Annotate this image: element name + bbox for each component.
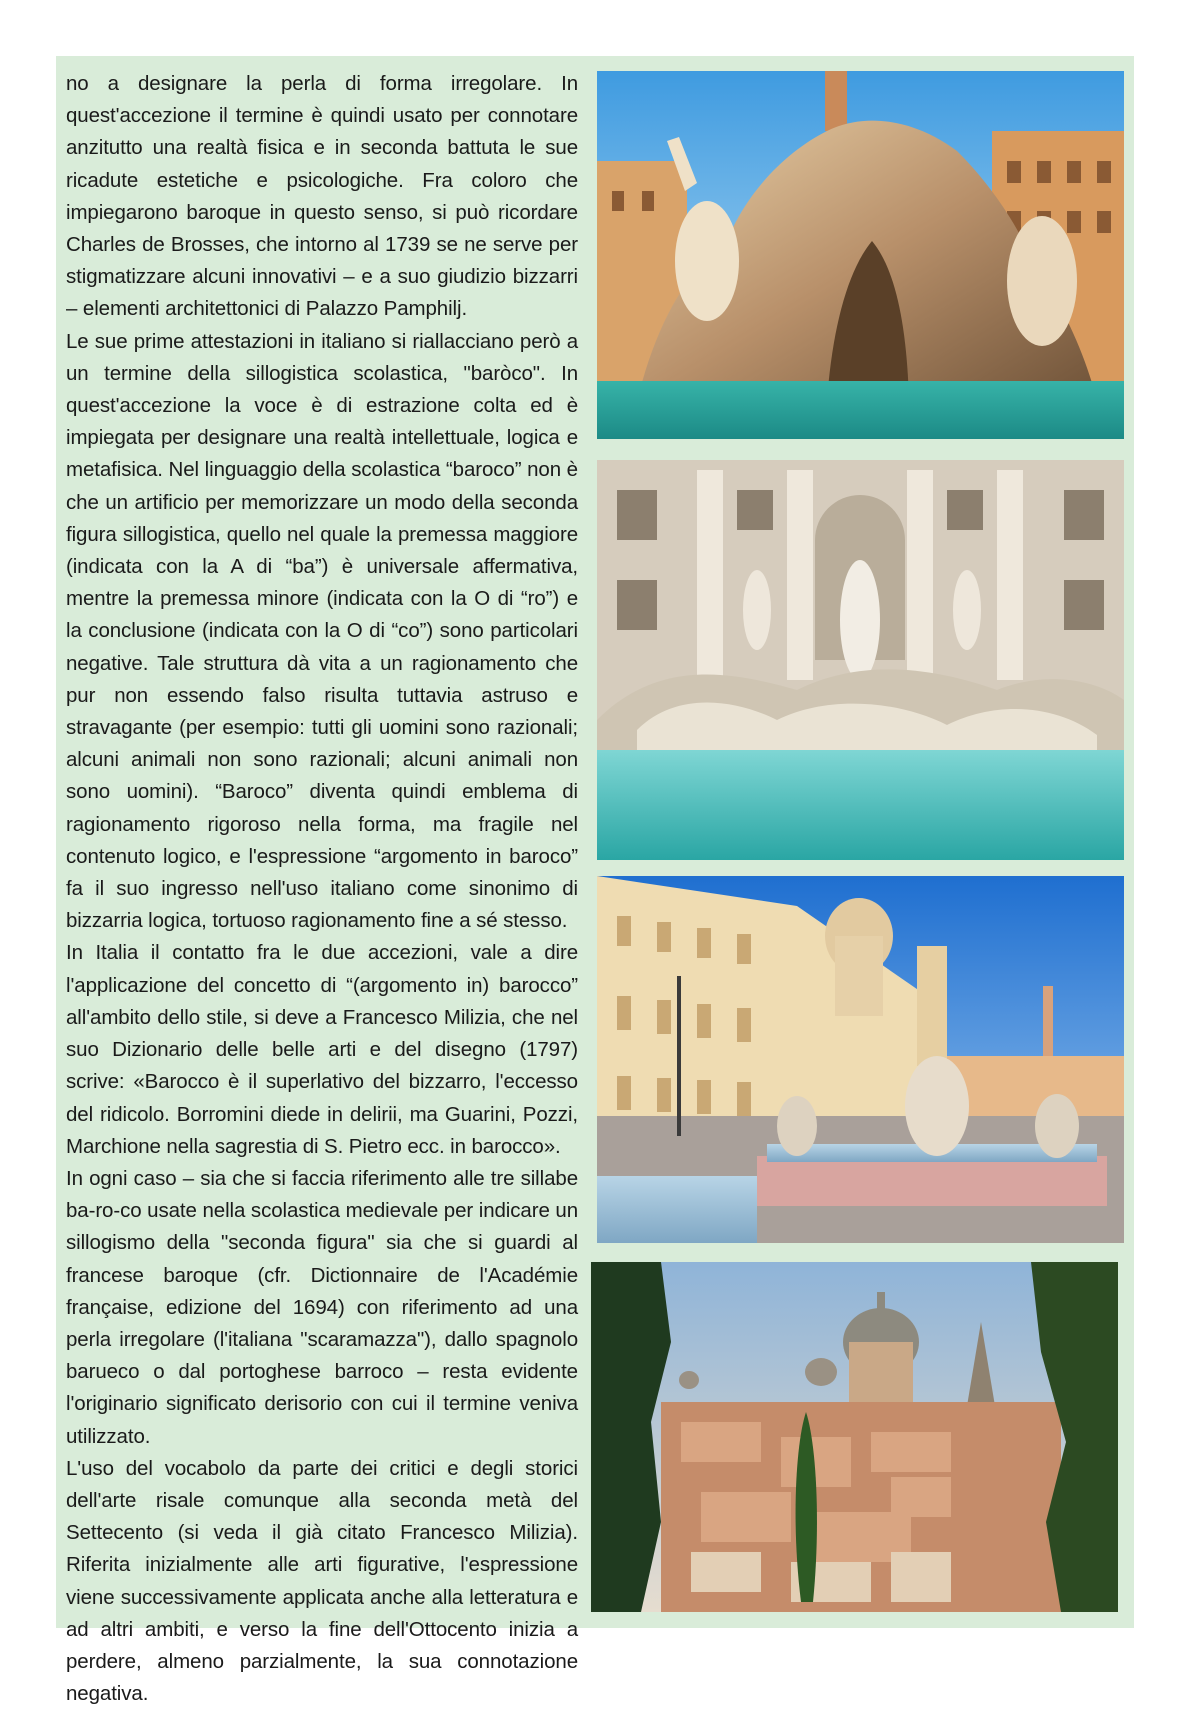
paragraph-5: L'uso del vocabolo da parte dei critici e degli storici dell'arte risale comunque alla seconda metà del Settecento (si veda il già citato Francesco Milizia). Riferita inizialmente alle arti figurative, l'espressione viene successivamente applicata anche alla letteratura e ad altri ambiti, e verso la fine dell'Ottocento inizia a perdere, almeno parzialmente, la sua connotazione negativa. [66,1456,578,1706]
paragraph-3: In Italia il contatto fra le due accezioni, vale a dire l'applicazione del concetto di “(argomento in) barocco” all'ambito dello stile, si deve a Francesco Milizia, che nel suo Dizionario delle belle arti e del disegno (1797) scrive: «Barocco è il superlativo del bizzarro, l'eccesso del ridicolo. Borromini diede in delirii, ma Guarini, Pozzi, Marchione nella sagrestia di S. Pietro ecc. in barocco». [66,941,578,1158]
photo-trevi-fountain [597,460,1124,860]
photo-rome-skyline [591,1262,1118,1612]
paragraph-4: In ogni caso – sia che si faccia riferimento alle tre sillabe ba-ro-co usate nella scolastica medievale per indicare un sillogismo della "seconda figura" sia che si guardi al francese baroque (cfr. Dictionnaire de l'Académie française, edizione del 1694) con riferimento ad una perla irregolare (l'italiana "scaramazza"), dallo spagnolo barueco o dal portoghese barroco – resta evidente l'originario significato derisorio con cui il termine veniva utilizzato. [66,1166,578,1448]
article-text-column [66,68,578,1710]
photo-four-rivers-fountain [597,71,1124,439]
paragraph-2: Le sue prime attestazioni in italiano si riallacciano però a un termine della sillogistica scolastica, "baròco". In quest'accezione la voce è di estrazione colta ed è impiegata per designare una realtà intellettuale, logica e metafisica. Nel linguaggio della scolastica “baroco” non è che un artificio per memorizzare un modo della seconda figura sillogistica, quello nel quale la premessa maggiore (indicata con la A di “ba”) è universale affermativa, mentre la premessa minore (indicata con la O di “ro”) e la conclusione (indicata con la O di “co”) sono particolari negative. Tale struttura dà vita a un ragionamento che pur non essendo falso risulta tuttavia astruso e stravagante (per esempio: tutti gli uomini sono razionali; alcuni animali non sono razionali; alcuni animali non sono uomini). “Baroco” diventa quindi emblema di ragionamento rigoroso nella forma, ma fragile nel contenuto logico, e l'espressione “argomento in baroco” fa il suo ingresso nell'uso italiano come sinonimo di bizzarria logica, tortuoso ragionamento fine a sé stesso. [66,329,578,933]
photo-piazza-navona [597,876,1124,1243]
paragraph-1: no a designare la perla di forma irregolare. In quest'accezione il termine è quindi usato per connotare anzitutto una realtà fisica e in seconda battuta le sue ricadute estetiche e psicologiche. Fra coloro che impiegarono baroque in questo senso, si può ricordare Charles de Brosses, che intorno al 1739 se ne serve per stigmatizzare alcuni innovativi – e a suo giudizio bizzarri – elementi architettonici di Palazzo Pamphilj. [66,72,578,321]
